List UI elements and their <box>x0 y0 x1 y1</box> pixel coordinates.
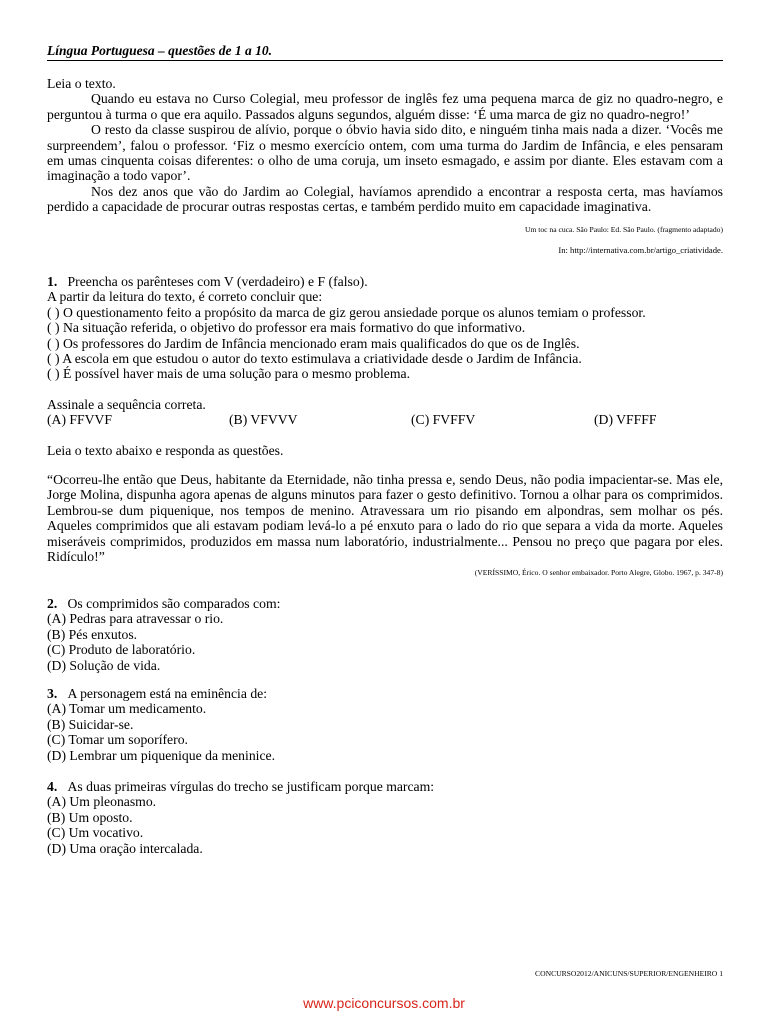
answer-option: (B) Suicidar-se. <box>47 716 134 732</box>
question-number: 4. <box>47 779 58 794</box>
true-false-item: ( ) A escola em que estudou o autor do texto estimulava a criatividade desde o Jardim de Infância. <box>47 351 582 367</box>
question-instruction: Assinale a sequência correta. <box>47 397 206 412</box>
text-1-intro: Leia o texto. <box>47 76 116 91</box>
site-url-link[interactable]: www.pciconcursos.com.br <box>303 995 465 1011</box>
answer-option: (B) VFVVV <box>229 412 298 428</box>
answer-option: (D) Lembrar um piquenique da meninice. <box>47 747 276 763</box>
question-number: 3. <box>47 686 58 701</box>
question-statement: Preencha os parênteses com V (verdadeiro) e F (falso). <box>67 274 368 289</box>
question-3 <box>47 686 723 763</box>
question-2 <box>47 596 723 673</box>
answer-option: (A) Um pleonasmo. <box>47 794 157 810</box>
question-number: 2. <box>47 596 58 611</box>
text-1-source: Um toc na cuca. São Paulo: Ed. São Paulo. (fragmento adaptado) <box>524 225 723 234</box>
question-statement: A personagem está na eminência de: <box>67 686 268 701</box>
page-footer-code: CONCURSO2012/ANICUNS/SUPERIOR/ENGENHEIRO 1 <box>535 969 723 978</box>
quote-paragraph: “Ocorreu-lhe então que Deus, habitante da Eternidade, não tinha pressa e, sendo Deus, não podia impacientar-se. Mas ele, Jorge Molina, dispunha agora apenas de alguns minutos para fazer o gesto definitivo. Tornou a olhar para os comprimidos. Lembrou-se dum piquenique, nos tempos de menino. Atravessara um rio pisando em alpondras, sem molhar os pés. Aqueles comprimidos que ali estavam podiam levá-lo a pé enxuto para o lado do rio que separa a vida da morte. Aqueles miseráveis comprimidos, produzidos em massa num laboratório, industrialmente... Pensou no preço que pagara por eles. Ridículo!” <box>47 472 723 565</box>
question-number: 1. <box>47 274 58 289</box>
true-false-item: ( ) Na situação referida, o objetivo do professor era mais formativo do que informativo. <box>47 320 526 336</box>
answer-option: (C) Tomar um soporífero. <box>47 732 188 748</box>
answer-option: (D) Solução de vida. <box>47 657 161 673</box>
question-1-answers <box>47 397 723 428</box>
text-1-url-source: In: http://internativa.com.br/artigo_criatividade. <box>558 245 723 255</box>
answer-option: (B) Pés enxutos. <box>47 626 138 642</box>
answer-options <box>47 412 723 428</box>
true-false-item: ( ) Os professores do Jardim de Infância mencionado eram mais qualificados do que os de Inglês. <box>47 335 580 351</box>
answer-option: (C) Um vocativo. <box>47 825 144 841</box>
answer-option: (A) Pedras para atravessar o rio. <box>47 611 224 627</box>
answer-option: (C) Produto de laboratório. <box>47 642 196 658</box>
question-lead: A partir da leitura do texto, é correto concluir que: <box>47 289 323 305</box>
true-false-item: ( ) O questionamento feito a propósito da marca de giz gerou ansiedade porque os alunos temiam o professor. <box>47 304 646 320</box>
text-1-sources <box>47 224 723 256</box>
answer-option: (D) VFFFF <box>594 412 657 428</box>
text-2-source: (VERÍSSIMO, Érico. O senhor embaixador. Porto Alegre, Globo. 1967, p. 347-8) <box>474 568 723 578</box>
text-1-paragraph: Quando eu estava no Curso Colegial, meu professor de inglês fez uma pequena marca de giz no quadro-negro, e perguntou à turma o que era aquilo. Passados alguns segundos, alguém disse: ‘É uma marca de giz no quadro-negro!’ <box>47 91 723 122</box>
answer-option: (C) FVFFV <box>411 412 476 428</box>
answer-option: (D) Uma oração intercalada. <box>47 840 203 856</box>
page-title: Língua Portuguesa – questões de 1 a 10. <box>47 42 723 61</box>
answer-option: (B) Um oposto. <box>47 809 133 825</box>
text-1-paragraph: O resto da classe suspirou de alívio, porque o óbvio havia sido dito, e ninguém tinha mais nada a dizer. ‘Vocês me surpreendem’, falou o professor. ‘Fiz o mesmo exercício ontem, com uma turma do Jardim de Infância, e eles pensaram em umas cinquenta coisas diferentes: o olho de uma coruja, um inseto esmagado, e assim por diante. Eles estavam com a imaginação a todo vapor’. <box>47 122 723 184</box>
true-false-item: ( ) É possível haver mais de uma solução para o mesmo problema. <box>47 366 410 382</box>
question-1 <box>47 274 723 382</box>
question-statement: As duas primeiras vírgulas do trecho se justificam porque marcam: <box>67 779 435 794</box>
answer-option: (A) Tomar um medicamento. <box>47 701 207 717</box>
question-4 <box>47 779 723 856</box>
question-statement: Os comprimidos são comparados com: <box>67 596 281 611</box>
text-2-quote <box>47 472 723 579</box>
text-1-section <box>47 76 723 215</box>
answer-option: (A) FFVVF <box>47 412 113 428</box>
text-1-paragraph: Nos dez anos que vão do Jardim ao Colegial, havíamos aprendido a encontrar a resposta certa, mas havíamos perdido a capacidade de procurar outras respostas certas, e também perdido muito em capacidade imaginativa. <box>47 183 723 215</box>
text-2-intro: Leia o texto abaixo e responda as questões. <box>47 443 284 458</box>
